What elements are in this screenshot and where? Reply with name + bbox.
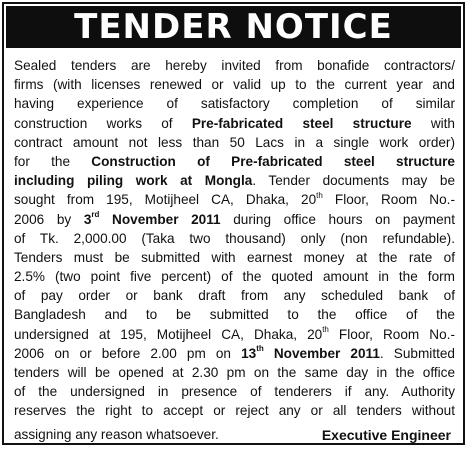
bold-date: 3rd November 2011 xyxy=(83,209,221,227)
body-line: contract amount not less than 50 Lacs in a single work order) xyxy=(14,134,455,150)
body-line: having experience of satisfactory completion of similar xyxy=(14,96,455,112)
body-line: including piling work at Mongla. Tender documents may be xyxy=(14,173,455,189)
body-line: of pay order or bank draft from any scheduled bank of xyxy=(14,288,455,304)
body-line: 2006 by 3rd November 2011 during office hours on payment xyxy=(14,209,456,227)
body-line: Bangladesh and to be submitted to the office of the xyxy=(14,307,455,323)
body-line: 2.5% (two point five percent) of the quoted amount in the form xyxy=(14,269,455,285)
body-line: construction works of Pre-fabricated steel structure with xyxy=(14,115,455,131)
body-line-last: assigning any reason whatsoever. xyxy=(14,427,219,442)
body-line: Tenders must be submitted with earnest money at the rate of xyxy=(14,249,455,265)
notice-title: TENDER NOTICE xyxy=(6,6,461,48)
tender-notice xyxy=(2,2,465,445)
bold-phrase: Pre-fabricated steel structure xyxy=(191,115,412,131)
signature: Executive Engineer xyxy=(321,427,451,443)
bold-phrase: Construction of Pre-fabricated steel structure xyxy=(91,153,455,169)
body-line: undersigned at 195, Motijheel CA, Dhaka, 20th Floor, Room No.- xyxy=(14,325,455,342)
body-line: 2006 on or before 2.00 pm on 13th November 2011. Submitted xyxy=(14,344,455,361)
body-line: tenders will be opened at 2.30 pm on the same day in the office xyxy=(14,365,455,380)
bold-phrase: including piling work at Mongla xyxy=(14,173,253,189)
body-line: Sealed tenders are hereby invited from bonafide contractors/ xyxy=(14,58,455,73)
body-line: of Tk. 2,000.00 (Taka two thousand) only (non refundable). xyxy=(14,230,455,246)
body-line: for the Construction of Pre-fabricated steel structure xyxy=(14,153,455,169)
notice-body xyxy=(14,56,455,421)
body-line: firms (with licenses renewed or valid up to the current year and xyxy=(14,77,455,93)
bold-date: 13th November 2011 xyxy=(241,344,380,361)
body-line: reserves the right to accept or reject any or all tenders without xyxy=(14,403,455,419)
body-line: sought from 195, Motijheel CA, Dhaka, 20th Floor, Room No.- xyxy=(14,190,455,208)
body-line: of the undersigned in presence of tenderers if any. Authority xyxy=(14,384,455,400)
